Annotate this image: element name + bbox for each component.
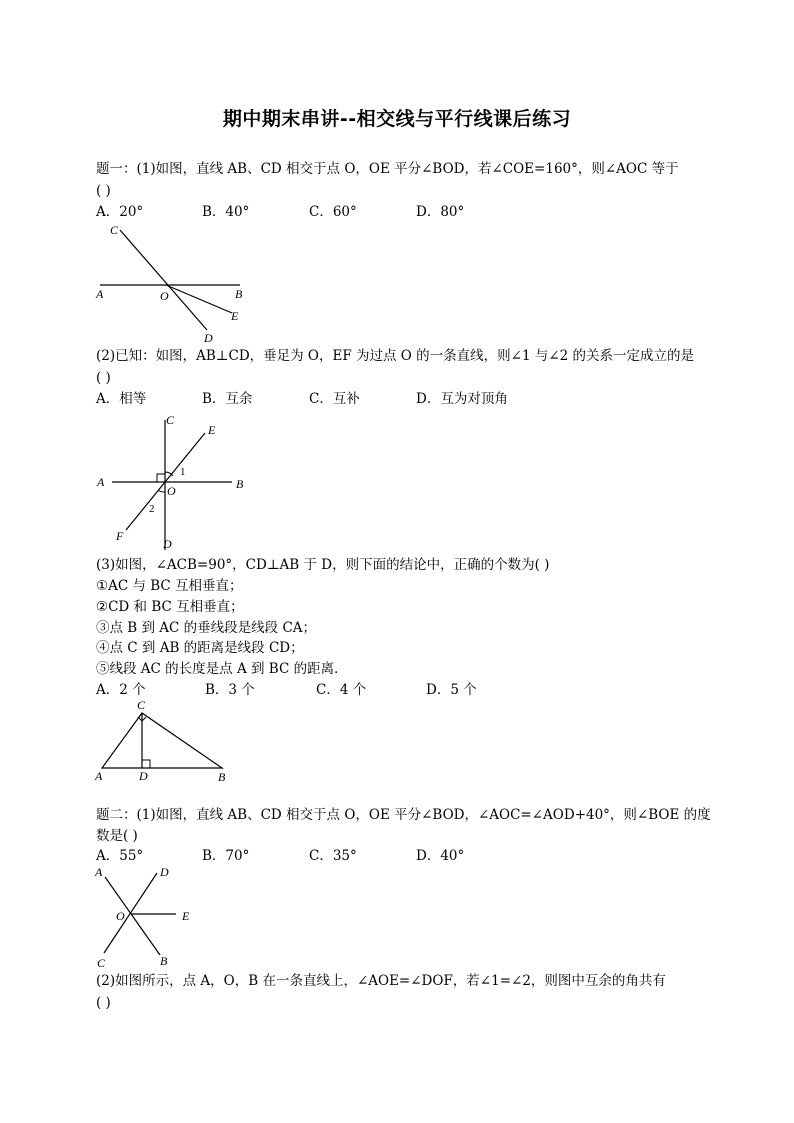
option-d: D．80° [416, 204, 465, 220]
label-c: C [97, 956, 106, 970]
line-cd [104, 873, 157, 953]
label-2: 2 [149, 503, 155, 515]
q2-p1-stem-line2: 数是( ) [96, 828, 138, 844]
q1-p3-item-1: ①AC 与 BC 互相垂直； [96, 578, 243, 594]
q2-p2-stem-line1: (2)如图所示，点 A，O，B 在一条直线上，∠AOE=∠DOF，若∠1=∠2，则图中互余的角共有 [96, 973, 666, 989]
label-b: B [160, 954, 168, 968]
option-c: C．4 个 [316, 682, 367, 698]
option-d: D．40° [416, 848, 465, 864]
option-a: A．相等 [96, 391, 147, 407]
label-c: C [137, 698, 146, 712]
label-o: O [116, 909, 125, 923]
label-e: E [208, 423, 216, 437]
label-e: E [231, 309, 239, 323]
label-b: B [235, 287, 243, 301]
label-b: B [236, 477, 244, 491]
label-a: A [95, 769, 103, 783]
option-d: D．5 个 [426, 682, 477, 698]
option-c: C．60° [309, 204, 357, 220]
q1-p3-stem: (3)如图，∠ACB=90°，CD⊥AB 于 D，则下面的结论中，正确的个数为( ) [96, 557, 550, 573]
label-c: C [110, 223, 119, 237]
q1-p3-item-2: ②CD 和 BC 互相垂直； [96, 599, 244, 615]
option-b: B．70° [202, 848, 250, 864]
label-o: O [160, 289, 169, 303]
option-c: C．互补 [309, 391, 360, 407]
q1-p2-stem-line2: ( ) [96, 370, 111, 386]
q1-p1-stem-line2: ( ) [96, 183, 111, 199]
label-a: A [96, 287, 104, 301]
label-f: F [116, 529, 124, 543]
q2-p2-stem-line2: ( ) [96, 995, 111, 1011]
option-b: B．40° [202, 204, 250, 220]
line-ab [105, 877, 160, 955]
label-c: C [166, 413, 175, 427]
q1-p1-stem-line1: 题一：(1)如图，直线 AB、CD 相交于点 O，OE 平分∠BOD，若∠COE=160°，则∠AOC 等于 [96, 161, 679, 177]
q1-p3-item-4: ④点 C 到 AB 的距离是线段 CD； [96, 640, 304, 656]
option-a: A．2 个 [96, 682, 146, 698]
label-1: 1 [180, 466, 186, 478]
label-d: D [204, 331, 213, 345]
q1-p3-item-3: ③点 B 到 AC 的垂线段是线段 CA； [96, 620, 317, 636]
q1-p3-item-5: ⑤线段 AC 的长度是点 A 到 BC 的距离． [96, 661, 348, 677]
q2-p1-stem-line1: 题二：(1)如图，直线 AB、CD 相交于点 O，OE 平分∠BOD，∠AOC=∠AOD+40°，则∠BOE 的度 [96, 807, 711, 823]
label-e: E [182, 909, 190, 923]
label-d: D [163, 537, 172, 551]
page-title: 期中期末串讲--相交线与平行线课后练习 [222, 108, 572, 130]
q1-p2-stem-line1: (2)已知：如图，AB⊥CD，垂足为 O，EF 为过点 O 的一条直线，则∠1 与∠2 的关系一定成立的是 [96, 348, 695, 364]
label-a: A [97, 475, 105, 489]
label-d: D [160, 865, 169, 879]
option-c: C．35° [309, 848, 357, 864]
label-a: A [95, 865, 103, 879]
option-b: B．3 个 [205, 682, 255, 698]
label-d: D [139, 769, 148, 783]
option-d: D．互为对顶角 [416, 391, 508, 407]
option-a: A．55° [96, 848, 144, 864]
label-b: B [218, 770, 226, 784]
option-a: A．20° [96, 204, 144, 220]
label-o: O [167, 484, 176, 498]
option-b: B．互余 [202, 391, 253, 407]
